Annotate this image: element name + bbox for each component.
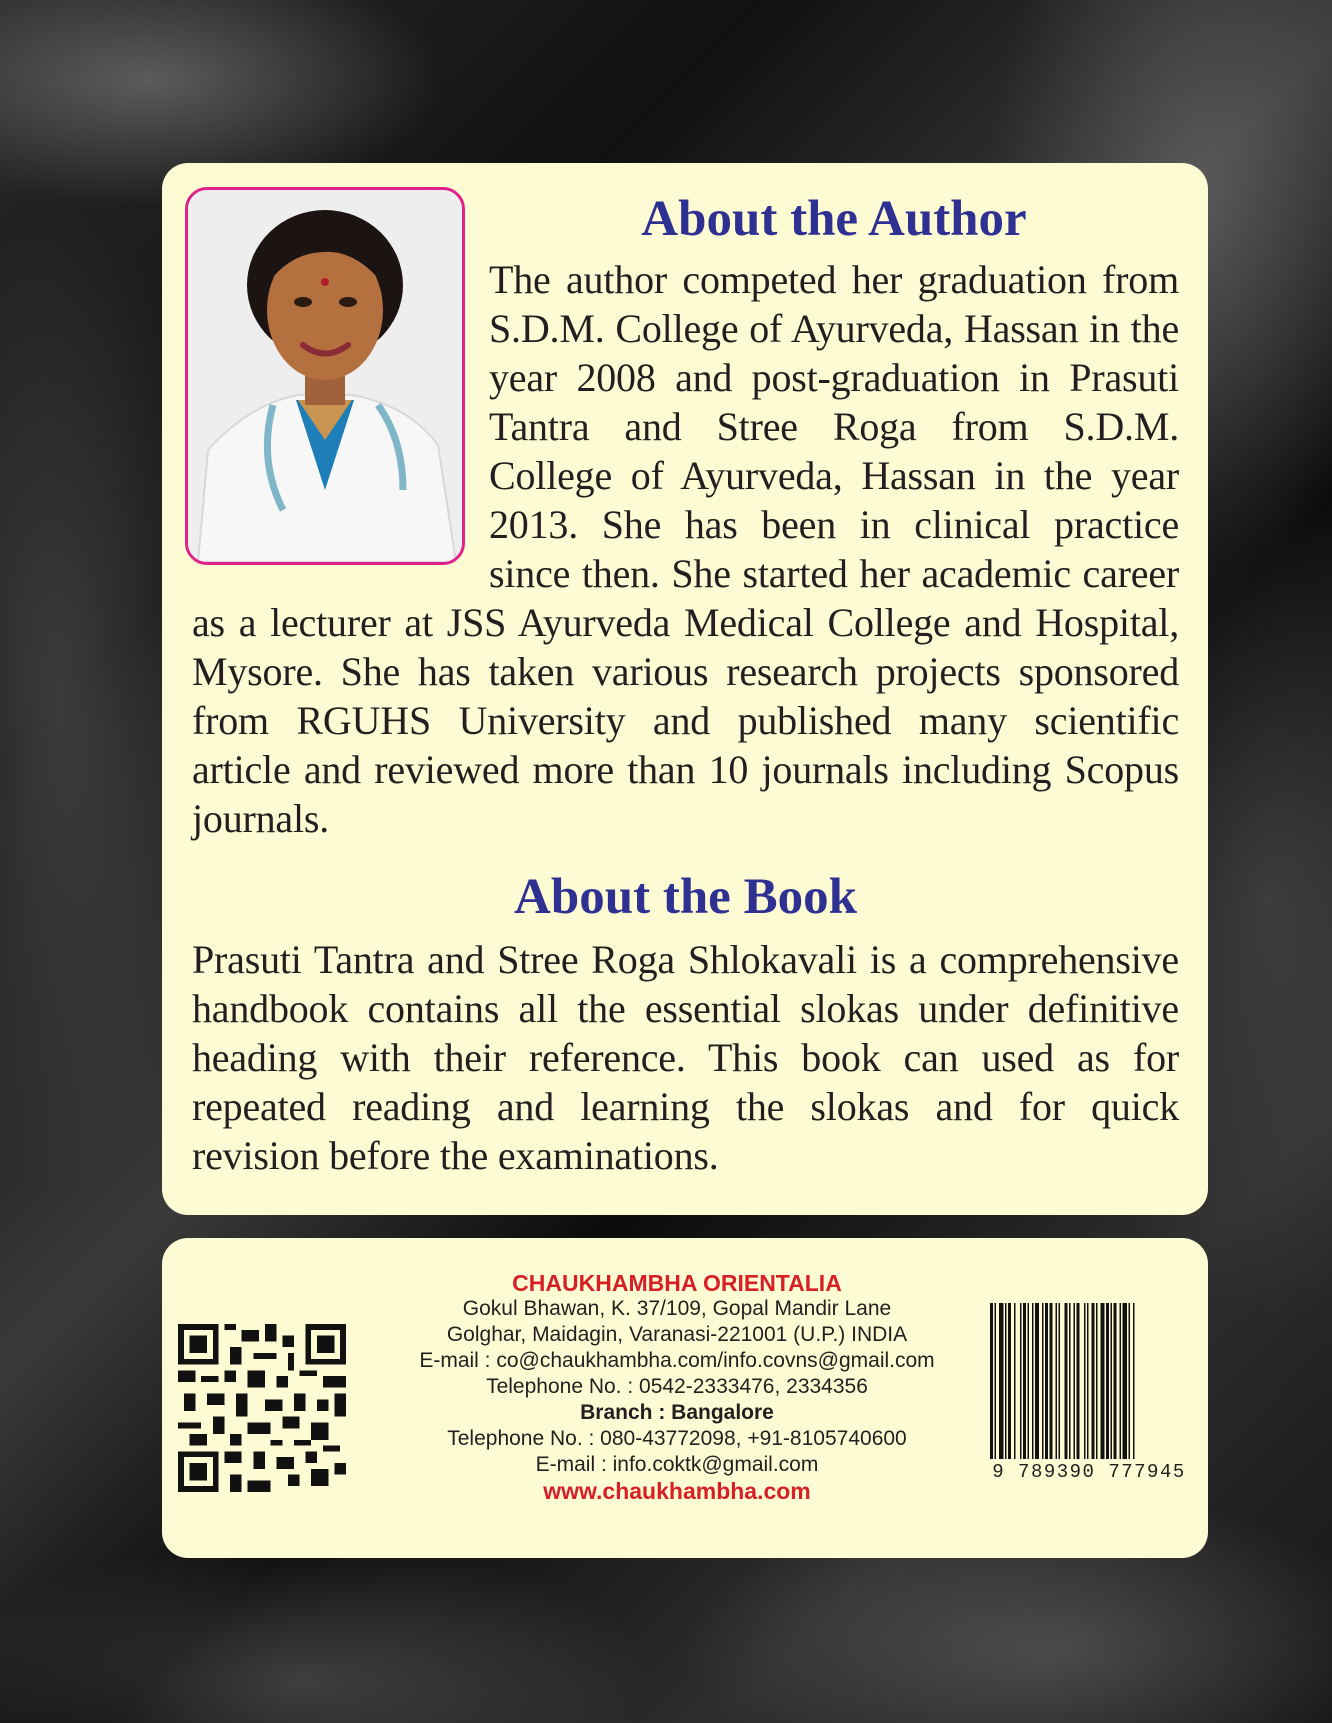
qr-code-icon [178,1324,346,1492]
about-author-heading: About the Author [641,191,1027,247]
publisher-email: E-mail : co@chaukhambha.com/info.covns@gmail.com [419,1349,935,1372]
publisher-details [377,1270,977,1504]
publisher-phone: Telephone No. : 0542-2333476, 2334356 [486,1375,868,1398]
publisher-name: CHAUKHAMBHA ORIENTALIA [512,1270,842,1296]
branch-label: Branch : Bangalore [580,1401,774,1424]
about-author-text: The author competed her graduation from S.D.M. College of Ayurveda, Hassan in the year 2008 and post-graduation in Prasuti Tantra and Stree Roga from S.D.M. College of Ayurveda, Hassan in the year 2013. She has been in clinical practice since then. She started her academic career as a lecturer at JSS Ayurveda Medical College and Hospital, Mysore. She has taken various research projects sponsored from RGUHS University and published many scientific article and reviewed more than 10 journals including Scopus journals. [192,257,1179,841]
publisher-panel [162,1238,1208,1558]
branch-email: E-mail : info.coktk@gmail.com [535,1453,819,1476]
publisher-website: www.chaukhambha.com [543,1478,811,1504]
isbn-digits: 9 789390 777945 [992,1461,1186,1483]
branch-phone: Telephone No. : 080-43772098, +91-8105740600 [447,1427,907,1450]
about-panel [162,163,1208,1215]
author-photo [185,187,465,565]
about-book-text: Prasuti Tantra and Stree Roga Shlokavali is a comprehensive handbook contains all the essential slokas under definitive heading with their reference. This book can used as for repeated reading and learning the slokas and for quick revision before the examinations. [192,937,1179,1178]
barcode-icon [988,1303,1190,1498]
publisher-address-line1: Gokul Bhawan, K. 37/109, Gopal Mandir Lane [462,1297,892,1320]
publisher-address-line2: Golghar, Maidagin, Varanasi-221001 (U.P.) INDIA [446,1323,908,1346]
about-book-heading: About the Book [514,869,857,925]
